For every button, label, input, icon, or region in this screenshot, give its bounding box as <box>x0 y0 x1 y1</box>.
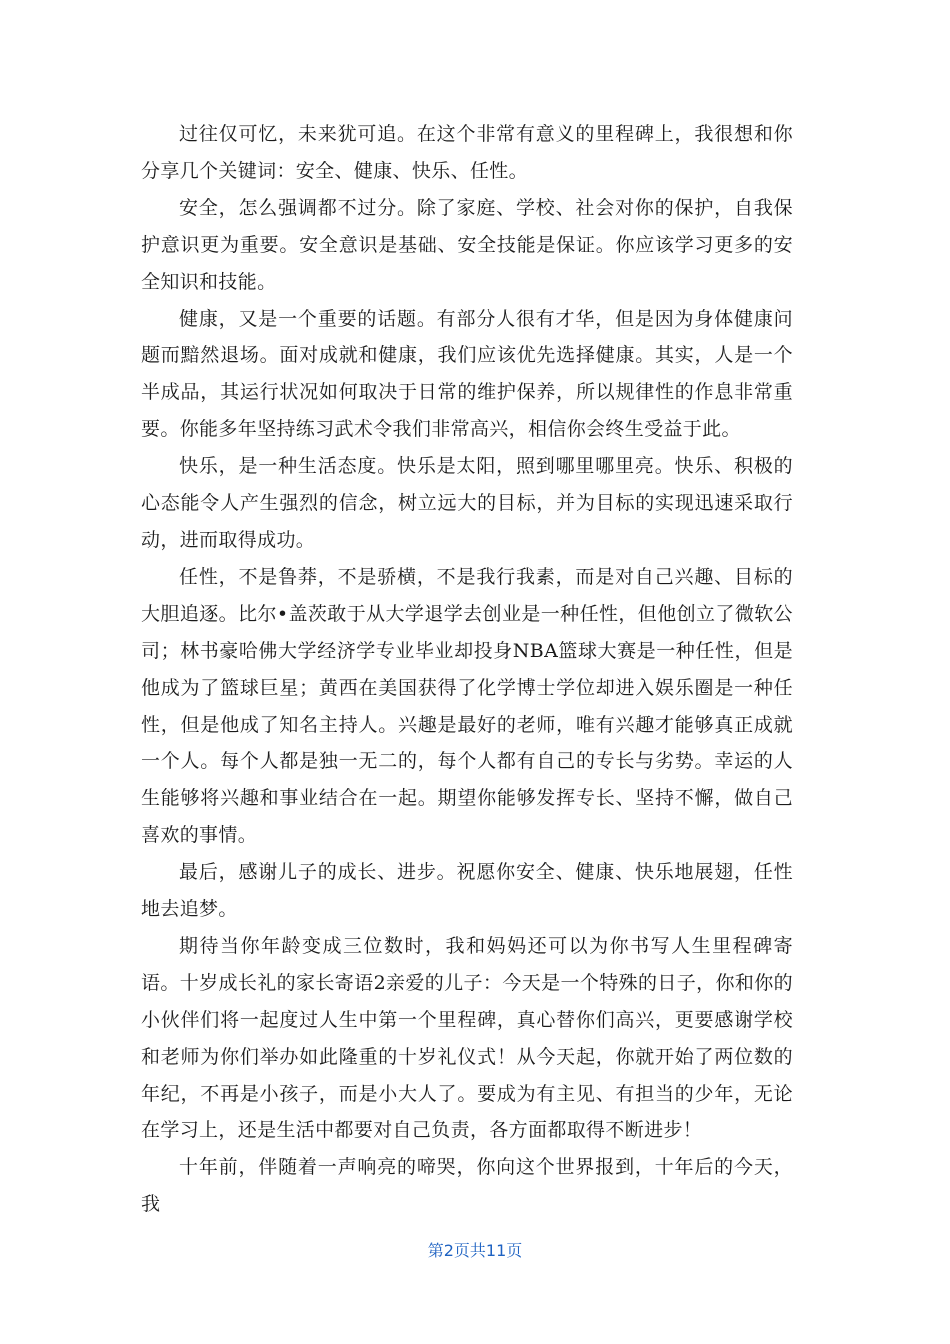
document-body <box>141 116 793 1223</box>
paragraph-second-letter: 期待当你年龄变成三位数时，我和妈妈还可以为你书写人生里程碑寄语。十岁成长礼的家长寄语2亲爱的儿子：今天是一个特殊的日子，你和你的小伙伴们将一起度过人生中第一个里程碑，真心替你们高兴，更要感谢学校和老师为你们举办如此隆重的十岁礼仪式！从今天起，你就开始了两位数的年纪，不再是小孩子，而是小大人了。要成为有主见、有担当的少年，无论在学习上，还是生活中都要对自己负责，各方面都取得不断进步！ <box>141 934 793 1142</box>
paragraph-closing: 最后，感谢儿子的成长、进步。祝愿你安全、健康、快乐地展翅，任性地去追梦。 <box>141 861 793 921</box>
paragraph-safety: 安全，怎么强调都不过分。除了家庭、学校、社会对你的保护，自我保护意识更为重要。安全意识是基础、安全技能是保证。你应该学习更多的安全知识和技能。 <box>141 196 793 293</box>
paragraph-intro: 过往仅可忆，未来犹可追。在这个非常有意义的里程碑上，我很想和你分享几个关键词：安全、健康、快乐、任性。 <box>141 123 793 182</box>
paragraph-happiness: 快乐，是一种生活态度。快乐是太阳，照到哪里哪里亮。快乐、积极的心态能令人产生强烈的信念，树立远大的目标，并为目标的实现迅速采取行动，进而取得成功。 <box>141 455 793 551</box>
page-number-footer: 第2页共11页 <box>427 1241 523 1260</box>
paragraph-health: 健康，又是一个重要的话题。有部分人很有才华，但是因为身体健康问题而黯然退场。面对成就和健康，我们应该优先选择健康。其实，人是一个半成品，其运行状况如何取决于日常的维护保养，所以规律性的作息非常重要。你能多年坚持练习武术令我们非常高兴，相信你会终生受益于此。 <box>141 307 793 441</box>
paragraph-willfulness: 任性，不是鲁莽，不是骄横，不是我行我素，而是对自己兴趣、目标的大胆追逐。比尔•盖茨敢于从大学退学去创业是一种任性，但他创立了微软公司；林书豪哈佛大学经济学专业毕业却投身NBA篮球大赛是一种任性，但是他成为了篮球巨星；黄西在美国获得了化学博士学位却进入娱乐圈是一种任性，但是他成了知名主持人。兴趣是最好的老师，唯有兴趣才能够真正成就一个人。每个人都是独一无二的，每个人都有自己的专长与劣势。幸运的人生能够将兴趣和事业结合在一起。期望你能够发挥专长、坚持不懈，做自己喜欢的事情。 <box>141 565 793 847</box>
paragraph-ten-years-ago: 十年前，伴随着一声响亮的啼哭，你向这个世界报到，十年后的今天，我 <box>141 1156 793 1216</box>
